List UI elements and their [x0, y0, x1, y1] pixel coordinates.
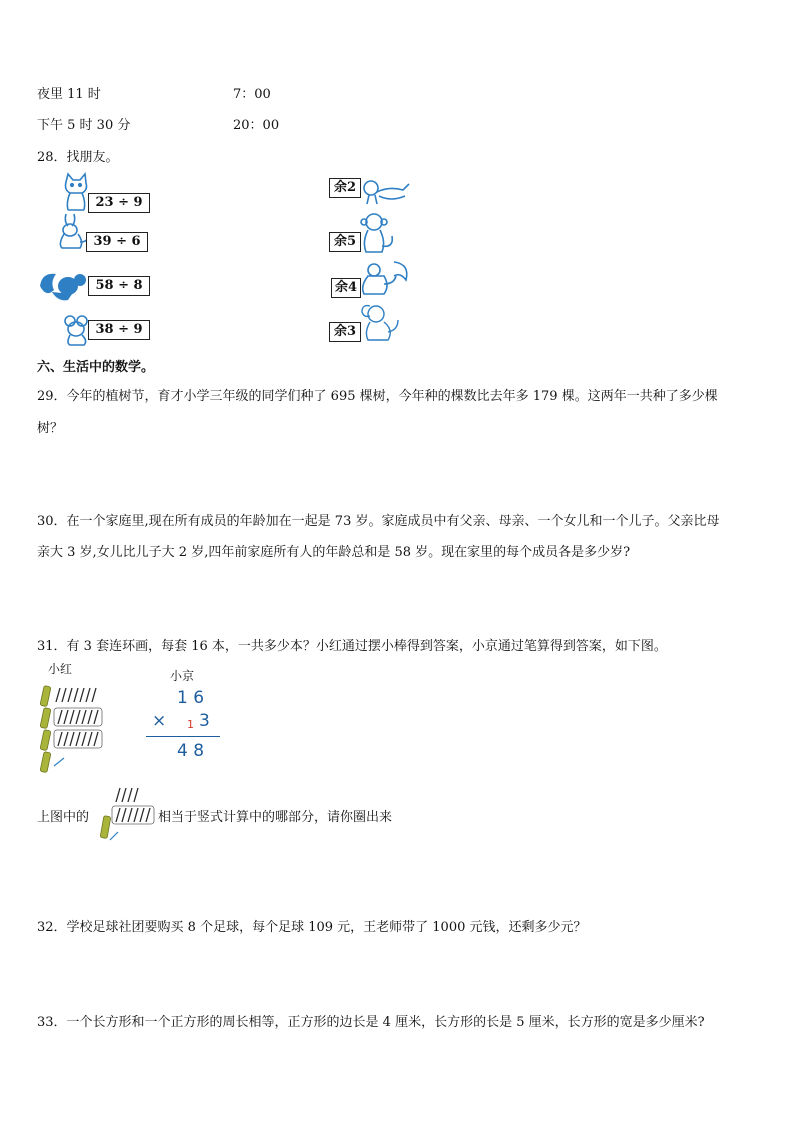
time-right-2: 20：00: [233, 118, 280, 133]
sticks-inline-icon: [96, 786, 156, 842]
time-right-1: 7：00: [233, 87, 271, 102]
squirrel-outline-icon: [354, 258, 414, 302]
card-rem-5[interactable]: 余5: [329, 232, 361, 252]
time-left-2: 下午 5 时 30 分: [37, 118, 131, 133]
calc-result: 4 8: [177, 741, 205, 761]
monkey-icon: [358, 212, 398, 256]
calc-multiply-sign: ×: [152, 711, 167, 731]
calc-carry: 1: [187, 718, 194, 731]
card-58-div-8[interactable]: 58 ÷ 8: [88, 276, 150, 296]
card-rem-3[interactable]: 余3: [329, 322, 361, 342]
q31-bottom-prefix: 上图中的: [37, 810, 90, 825]
time-left-1: 夜里 11 时: [37, 87, 101, 102]
calc-top-number: 1 6: [177, 688, 205, 708]
q30-line2: 亲大 3 岁,女儿比儿子大 2 岁,四年前家庭所有人的年龄总和是 58 岁。现在家里的每个成员各是多少岁?: [37, 545, 631, 560]
q29-line2: 树？: [37, 421, 64, 436]
calc-line: [146, 736, 220, 737]
calc-multiplier: 3: [199, 711, 210, 731]
q29-line1: 29．今年的植树节，育才小学三年级的同学们种了 695 棵树，今年种的棵数比去年多 179 棵。这两年一共种了多少棵: [37, 389, 718, 404]
q31-line1: 31．有 3 套连环画，每套 16 本，一共多少本？小红通过摆小棒得到答案，小京通过笔算得到答案，如下图。: [37, 639, 667, 654]
q32-text: 32．学校足球社团要购买 8 个足球，每个足球 109 元，王老师带了 1000 元钱，还剩多少元？: [37, 920, 587, 935]
card-39-div-6[interactable]: 39 ÷ 6: [86, 232, 148, 252]
q33-text: 33．一个长方形和一个正方形的周长相等，正方形的边长是 4 厘米，长方形的长是 5 厘米，长方形的宽是多少厘米?: [37, 1015, 705, 1030]
xiaohong-label: 小红: [48, 662, 73, 676]
dog-icon: [354, 300, 402, 344]
squirrel-icon: [38, 268, 92, 304]
card-rem-4[interactable]: 余4: [331, 278, 361, 298]
section-six-heading: 六、生活中的数学。: [37, 360, 155, 375]
card-38-div-9[interactable]: 38 ÷ 9: [88, 320, 150, 340]
xiaojing-label: 小京: [170, 669, 195, 683]
q31-bottom-suffix: 相当于竖式计算中的哪部分，请你圈出来: [158, 810, 393, 825]
q28-title: 28．找朋友。: [37, 150, 119, 165]
bird-icon: [359, 178, 411, 208]
card-rem-2[interactable]: 余2: [329, 178, 361, 198]
card-23-div-9[interactable]: 23 ÷ 9: [88, 193, 150, 213]
q30-line1: 30．在一个家庭里,现在所有成员的年龄加在一起是 73 岁。家庭成员中有父亲、母亲、一个女儿和一个儿子。父亲比母: [37, 514, 720, 529]
sticks-diagram: [38, 684, 118, 776]
